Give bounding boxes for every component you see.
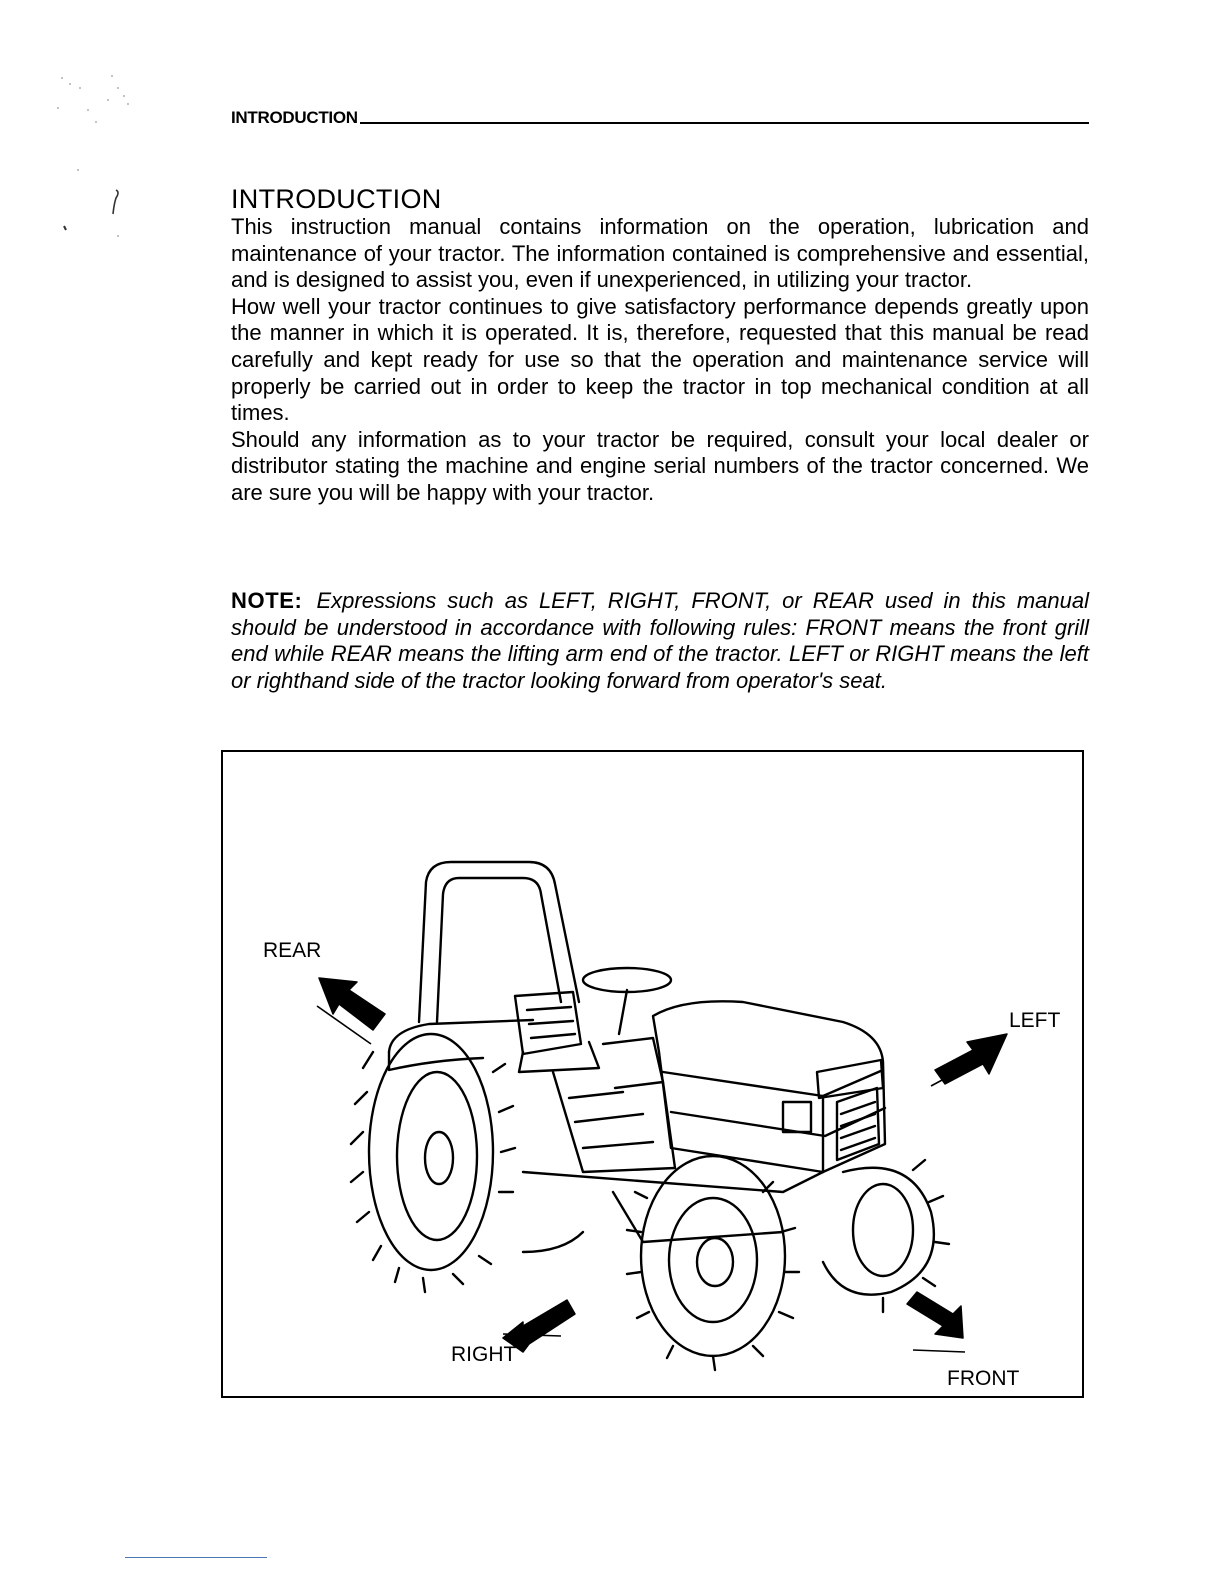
header-section-label: INTRODUCTION <box>231 108 358 127</box>
right-label: RIGHT <box>451 1343 517 1366</box>
paragraph-1: This instruction manual contains information on the operation, lubrication and maintenance of your tractor. The information contained is comprehensive and essential, and is designed to assist you, even if unexperienced, in utilizing your tractor. <box>231 214 1089 293</box>
left-label: LEFT <box>1009 1009 1061 1032</box>
note-label: NOTE: <box>231 588 303 613</box>
tractor-illustration <box>223 752 1082 1396</box>
front-label: FRONT <box>947 1367 1020 1390</box>
running-header <box>231 102 1089 126</box>
note-block <box>231 588 1089 694</box>
scan-margin-marks <box>0 0 160 260</box>
introduction-body <box>231 214 1089 507</box>
note-text: Expressions such as LEFT, RIGHT, FRONT, or REAR used in this manual should be understood in accordance with following rules: FRONT means the front grill end while REAR means the lifting arm end of the tractor. LEFT or RIGHT means the left or righthand side of the tractor looking forward from operator's seat. <box>231 588 1089 693</box>
rear-label: REAR <box>263 939 322 962</box>
paragraph-2: How well your tractor continues to give satisfactory performance depends greatly upon the manner in which it is operated. It is, therefore, requested that this manual be read carefully and kept ready for use so that the operation and maintenance service will properly be carried out in order to keep the tractor in top mechanical condition at all times. <box>231 293 1089 426</box>
page-title: INTRODUCTION <box>231 184 442 214</box>
footer-line <box>125 1557 267 1558</box>
header-rule <box>360 122 1089 124</box>
paragraph-3: Should any information as to your tractor be required, consult your local dealer or distributor stating the machine and engine serial numbers of the tractor concerned. We are sure you will be happy with your tractor. <box>231 426 1089 505</box>
tractor-orientation-figure <box>221 750 1084 1398</box>
